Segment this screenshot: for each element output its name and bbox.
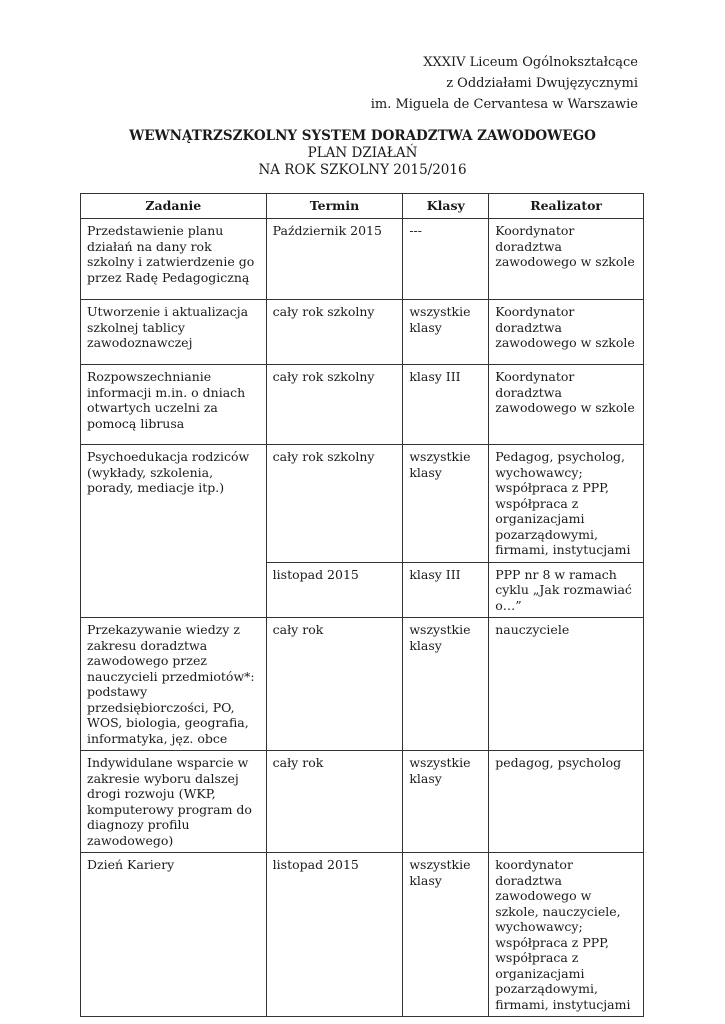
- document-school-year: NA ROK SZKOLNY 2015/2016: [258, 162, 467, 178]
- cell-realizator: pedagog, psycholog: [489, 751, 644, 853]
- document-title: WEWNĄTRZSZKOLNY SYSTEM DORADZTWA ZAWODOWEGO: [129, 128, 596, 144]
- cell-realizator: nauczyciele: [489, 618, 644, 751]
- cell-realizator: Pedagog, psycholog, wychowawcy; współpraca z PPP, współpraca z organizacjami pozarządowymi, firmami, instytucjami: [489, 445, 644, 563]
- cell-klasy: wszystkie klasy: [403, 853, 489, 1017]
- cell-zadanie: Psychoedukacja rodziców (wykłady, szkolenia, porady, mediacje itp.): [81, 445, 267, 618]
- header-realizator: Realizator: [489, 194, 644, 219]
- table-row: [81, 219, 644, 300]
- cell-termin: cały rok szkolny: [266, 445, 403, 563]
- table-header-row: [81, 194, 644, 219]
- header-zadanie: Zadanie: [81, 194, 267, 219]
- table-row: [81, 445, 644, 563]
- cell-termin: cały rok: [266, 751, 403, 853]
- cell-zadanie: Dzień Kariery: [81, 853, 267, 1017]
- cell-termin: listopad 2015: [266, 562, 403, 618]
- cell-termin: cały rok szkolny: [266, 300, 403, 365]
- cell-realizator: PPP nr 8 w ramach cyklu „Jak rozmawiać o…”: [489, 562, 644, 618]
- table-row: [81, 365, 644, 445]
- action-plan-table: [80, 193, 644, 1017]
- school-header: [371, 52, 638, 115]
- cell-zadanie: Przekazywanie wiedzy z zakresu doradztwa zawodowego przez nauczycieli przedmiotów*: podstawy przedsiębiorczości, PO, WOS, biologia, geografia, informatyka, jęz. obce: [81, 618, 267, 751]
- school-name-line-3: im. Miguela de Cervantesa w Warszawie: [370, 97, 638, 112]
- document-subtitle: PLAN DZIAŁAŃ: [307, 145, 418, 161]
- cell-klasy: wszystkie klasy: [403, 300, 489, 365]
- cell-klasy: wszystkie klasy: [403, 751, 489, 853]
- cell-klasy: klasy III: [403, 365, 489, 445]
- cell-klasy: klasy III: [403, 562, 489, 618]
- cell-termin: listopad 2015: [266, 853, 403, 1017]
- cell-termin: Październik 2015: [266, 219, 403, 300]
- cell-klasy: wszystkie klasy: [403, 618, 489, 751]
- cell-realizator: Koordynator doradztwa zawodowego w szkole: [489, 300, 644, 365]
- table-row: [81, 618, 644, 751]
- school-name-line-1: XXXIV Liceum Ogólnokształcące: [423, 55, 638, 70]
- cell-realizator: Koordynator doradztwa zawodowego w szkole: [489, 219, 644, 300]
- cell-zadanie: Utworzenie i aktualizacja szkolnej tablicy zawodoznawczej: [81, 300, 267, 365]
- cell-realizator: koordynator doradztwa zawodowego w szkole, nauczyciele, wychowawcy; współpraca z PPP, współpraca z organizacjami pozarządowymi, firmami, instytucjami: [489, 853, 644, 1017]
- header-termin: Termin: [266, 194, 403, 219]
- cell-termin: cały rok szkolny: [266, 365, 403, 445]
- cell-termin: cały rok: [266, 618, 403, 751]
- header-klasy: Klasy: [403, 194, 489, 219]
- cell-realizator: Koordynator doradztwa zawodowego w szkole: [489, 365, 644, 445]
- cell-zadanie: Przedstawienie planu działań na dany rok szkolny i zatwierdzenie go przez Radę Pedagogiczną: [81, 219, 267, 300]
- table-row: [81, 853, 644, 1017]
- school-name-line-2: z Oddziałami Dwujęzycznymi: [446, 76, 638, 91]
- table-row: [81, 300, 644, 365]
- cell-klasy: ---: [403, 219, 489, 300]
- document-titles: [0, 128, 725, 179]
- cell-klasy: wszystkie klasy: [403, 445, 489, 563]
- cell-zadanie: Indywidulane wsparcie w zakresie wyboru dalszej drogi rozwoju (WKP, komputerowy program do diagnozy profilu zawodowego): [81, 751, 267, 853]
- cell-zadanie: Rozpowszechnianie informacji m.in. o dniach otwartych uczelni za pomocą librusa: [81, 365, 267, 445]
- table-row: [81, 751, 644, 853]
